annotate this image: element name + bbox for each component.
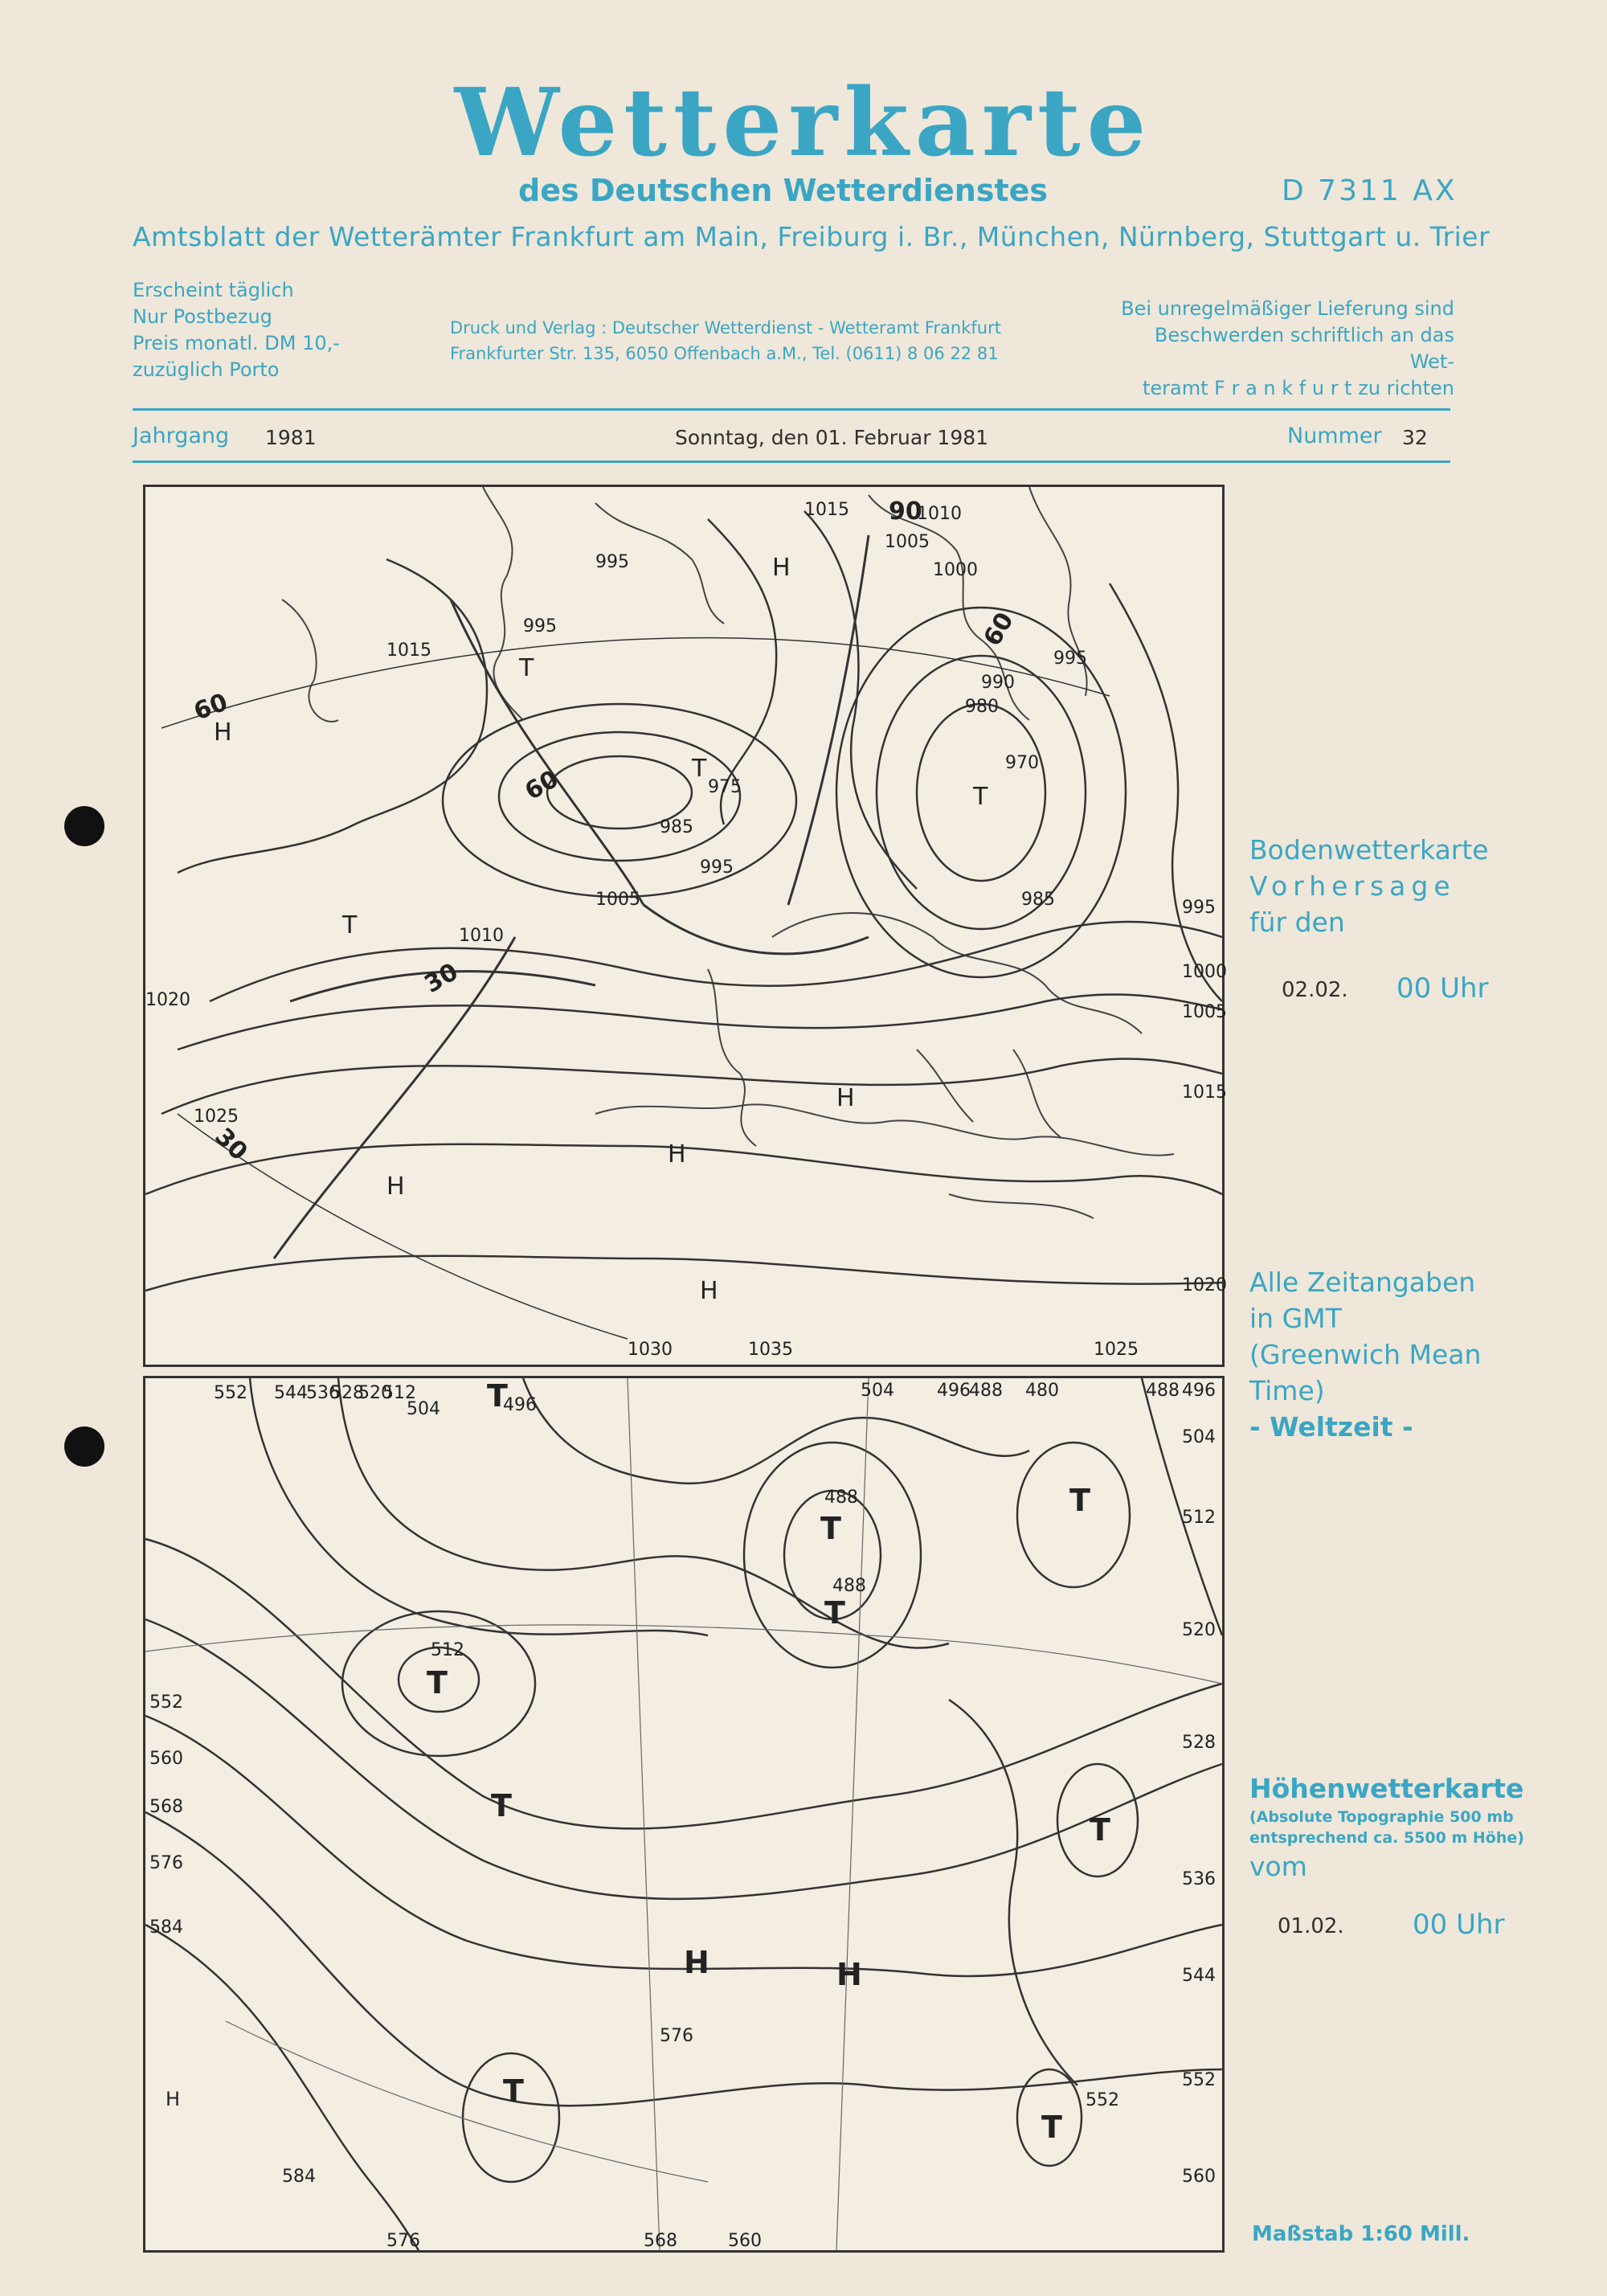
upper-panel-vom: vom <box>1249 1851 1307 1882</box>
svg-text:1000: 1000 <box>933 560 978 580</box>
svg-text:995: 995 <box>1053 649 1087 669</box>
surface-panel-title: Bodenwetterkarte <box>1249 834 1489 866</box>
issue-date: Sonntag, den 01. Februar 1981 <box>675 426 989 449</box>
jahrgang-value: 1981 <box>265 426 317 449</box>
header-rule-bottom <box>133 460 1450 463</box>
svg-text:60: 60 <box>520 764 564 806</box>
svg-text:496: 496 <box>503 1395 537 1415</box>
svg-text:488: 488 <box>1146 1381 1180 1401</box>
time-note <box>1249 1264 1481 1445</box>
svg-text:1005: 1005 <box>595 890 640 910</box>
svg-text:995: 995 <box>1182 898 1216 918</box>
svg-text:H: H <box>700 1277 718 1305</box>
masthead-title: Wetterkarte <box>454 68 1153 178</box>
time-note-line: (Greenwich Mean <box>1249 1339 1482 1370</box>
svg-text:520: 520 <box>358 1383 392 1403</box>
svg-text:T: T <box>820 1511 841 1546</box>
svg-text:H: H <box>668 1140 686 1168</box>
upper-panel-detail: (Absolute Topographie 500 mb <box>1249 1808 1514 1826</box>
svg-text:1025: 1025 <box>194 1107 239 1127</box>
svg-text:576: 576 <box>149 1853 183 1873</box>
surface-panel-time: 00 Uhr <box>1396 972 1489 1005</box>
svg-text:528: 528 <box>330 1383 364 1403</box>
svg-text:T: T <box>491 1788 512 1823</box>
svg-text:970: 970 <box>1005 753 1039 773</box>
header-rule-top <box>133 408 1450 411</box>
amtsblatt-line: Amtsblatt der Wetterämter Frankfurt am Main, Freiburg i. Br., München, Nürnberg, Stuttgart u. Trier <box>133 221 1490 252</box>
punch-hole <box>64 806 104 846</box>
svg-text:512: 512 <box>431 1640 464 1660</box>
svg-text:30: 30 <box>419 957 464 999</box>
svg-text:512: 512 <box>382 1383 416 1403</box>
svg-text:1015: 1015 <box>804 500 849 520</box>
svg-text:1025: 1025 <box>1094 1340 1139 1360</box>
svg-text:576: 576 <box>386 2231 420 2251</box>
punch-hole <box>64 1426 104 1467</box>
svg-text:H: H <box>836 1084 855 1112</box>
svg-text:544: 544 <box>274 1383 308 1403</box>
svg-text:60: 60 <box>190 688 231 726</box>
time-note-line: in GMT <box>1249 1303 1342 1334</box>
svg-text:T: T <box>1069 1483 1090 1518</box>
svg-text:T: T <box>487 1378 508 1414</box>
svg-text:488: 488 <box>832 1576 866 1596</box>
info-right-line: teramt F r a n k f u r t zu richten <box>1142 377 1454 399</box>
surface-panel-fuer: für den <box>1249 907 1345 938</box>
svg-text:488: 488 <box>969 1381 1003 1401</box>
svg-text:520: 520 <box>1182 1620 1216 1640</box>
lat-lon-grid <box>162 638 1110 1339</box>
svg-text:T: T <box>824 1595 845 1631</box>
info-right-line: Bei unregelmäßiger Lieferung sind <box>1121 297 1454 320</box>
svg-text:568: 568 <box>644 2231 677 2251</box>
svg-text:552: 552 <box>1182 2070 1216 2090</box>
info-left-line: zuzüglich Porto <box>133 358 280 381</box>
svg-text:T: T <box>692 755 707 783</box>
svg-text:995: 995 <box>595 552 629 572</box>
svg-text:975: 975 <box>708 777 742 797</box>
surface-weather-map <box>143 485 1225 1367</box>
svg-text:1010: 1010 <box>917 504 962 524</box>
svg-text:528: 528 <box>1182 1733 1216 1753</box>
svg-text:1035: 1035 <box>748 1340 793 1360</box>
svg-text:1020: 1020 <box>145 990 190 1010</box>
info-mid-line: Druck und Verlag : Deutscher Wetterdienst - Wetteramt Frankfurt <box>450 318 1001 338</box>
svg-text:1015: 1015 <box>386 641 431 661</box>
svg-text:1015: 1015 <box>1182 1083 1227 1103</box>
upper-panel-time: 00 Uhr <box>1413 1909 1505 1941</box>
svg-text:1020: 1020 <box>1182 1275 1227 1295</box>
upper-panel-date: 01.02. <box>1278 1914 1344 1938</box>
upper-panel-detail: entsprechend ca. 5500 m Höhe) <box>1249 1829 1524 1847</box>
svg-text:H: H <box>166 2088 181 2110</box>
svg-text:T: T <box>503 2073 524 2109</box>
nummer-label: Nummer <box>1287 424 1382 448</box>
svg-text:504: 504 <box>861 1381 894 1401</box>
scale-note: Maßstab 1:60 Mill. <box>1252 2222 1470 2246</box>
svg-text:496: 496 <box>937 1381 971 1401</box>
svg-text:T: T <box>1041 2110 1062 2145</box>
time-note-line: Alle Zeitangaben <box>1249 1267 1476 1298</box>
svg-text:980: 980 <box>965 697 999 717</box>
svg-text:1010: 1010 <box>459 926 504 946</box>
svg-text:H: H <box>214 718 232 747</box>
nummer-value: 32 <box>1402 426 1428 449</box>
masthead-subtitle: des Deutschen Wetterdienstes <box>518 173 1049 208</box>
info-left-line: Preis monatl. DM 10,- <box>133 332 340 354</box>
svg-text:512: 512 <box>1182 1508 1216 1528</box>
svg-text:1000: 1000 <box>1182 962 1227 982</box>
svg-text:488: 488 <box>824 1488 858 1508</box>
svg-text:30: 30 <box>209 1122 253 1167</box>
svg-text:T: T <box>342 911 358 939</box>
surface-panel-subtitle: Vorhersage <box>1249 870 1456 902</box>
upper-air-map <box>143 1376 1225 2253</box>
svg-text:990: 990 <box>981 673 1015 693</box>
info-left-line: Nur Postbezug <box>133 305 272 328</box>
surface-panel-date: 02.02. <box>1282 978 1348 1002</box>
svg-text:560: 560 <box>728 2231 762 2251</box>
info-right-line: Beschwerden schriftlich an das Wet- <box>1154 324 1454 373</box>
svg-text:544: 544 <box>1182 1966 1216 1986</box>
time-note-line: Time) <box>1249 1375 1325 1406</box>
svg-text:995: 995 <box>700 857 734 878</box>
svg-text:H: H <box>836 1957 862 1992</box>
upper-panel <box>1249 1770 1524 1885</box>
svg-text:H: H <box>684 1945 709 1980</box>
svg-text:584: 584 <box>282 2167 316 2187</box>
svg-text:90: 90 <box>889 497 922 526</box>
svg-text:1030: 1030 <box>628 1340 673 1360</box>
svg-text:T: T <box>1090 1812 1110 1848</box>
svg-text:1005: 1005 <box>1182 1002 1227 1022</box>
subscription-info <box>133 277 340 383</box>
svg-text:T: T <box>427 1665 448 1701</box>
svg-text:536: 536 <box>1182 1869 1216 1889</box>
publication-code: D 7311 AX <box>1282 174 1458 207</box>
svg-text:480: 480 <box>1025 1381 1059 1401</box>
svg-text:552: 552 <box>1086 2090 1119 2110</box>
svg-text:T: T <box>519 654 534 682</box>
svg-text:584: 584 <box>149 1917 183 1938</box>
svg-text:576: 576 <box>660 2026 693 2046</box>
surface-panel <box>1249 832 1489 940</box>
svg-text:568: 568 <box>149 1797 183 1817</box>
info-left-line: Erscheint täglich <box>133 279 294 301</box>
svg-text:H: H <box>386 1173 405 1201</box>
svg-text:T: T <box>973 783 988 811</box>
svg-text:60: 60 <box>978 608 1020 651</box>
svg-text:H: H <box>772 554 791 582</box>
jahrgang-label: Jahrgang <box>133 424 230 448</box>
svg-text:1005: 1005 <box>885 532 930 552</box>
upper-panel-title: Höhenwetterkarte <box>1249 1773 1524 1804</box>
svg-text:985: 985 <box>660 817 693 837</box>
time-note-line: - Weltzeit - <box>1249 1411 1413 1443</box>
svg-text:560: 560 <box>1182 2167 1216 2187</box>
info-mid-line: Frankfurter Str. 135, 6050 Offenbach a.M., Tel. (0611) 8 06 22 81 <box>450 344 999 363</box>
svg-text:560: 560 <box>149 1749 183 1769</box>
coastlines <box>282 487 1174 1218</box>
complaint-info <box>1109 296 1454 402</box>
svg-text:504: 504 <box>1182 1427 1216 1447</box>
svg-text:496: 496 <box>1182 1381 1216 1401</box>
svg-text:985: 985 <box>1021 890 1055 910</box>
svg-text:536: 536 <box>306 1383 340 1403</box>
svg-text:552: 552 <box>214 1383 247 1403</box>
publisher-info <box>450 315 1001 366</box>
svg-text:504: 504 <box>407 1399 440 1419</box>
svg-text:552: 552 <box>149 1692 183 1713</box>
svg-text:995: 995 <box>523 616 557 636</box>
